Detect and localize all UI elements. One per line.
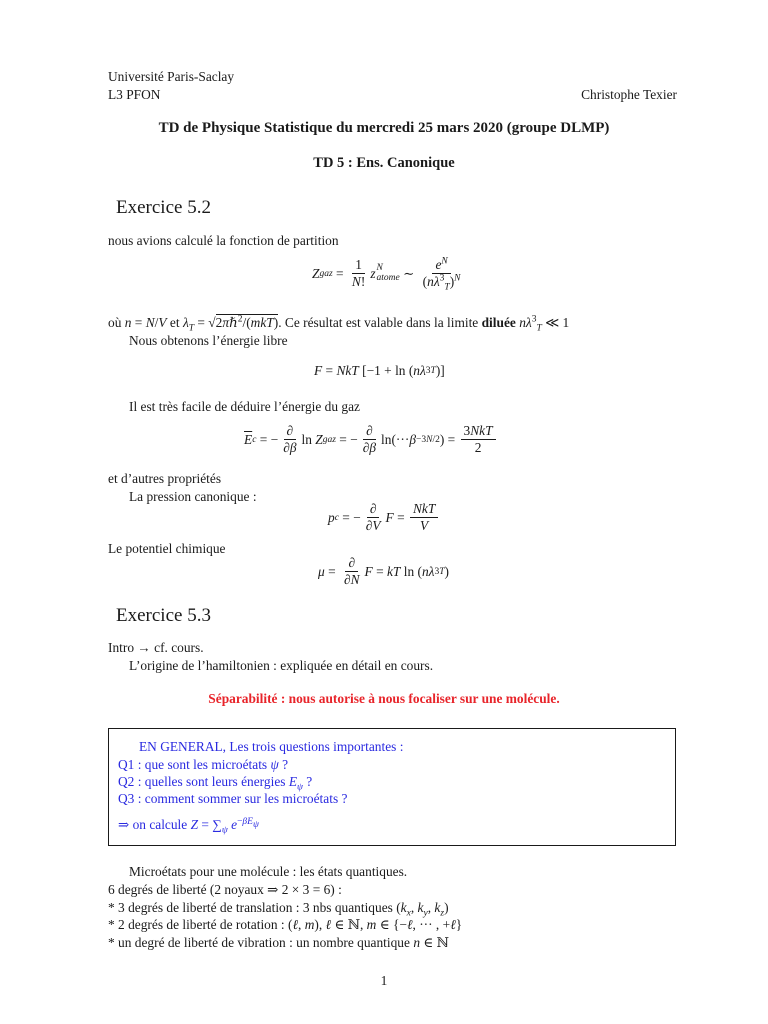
micro-line-3: * 3 degrés de liberté de translation : 3 nbs quantiques ($k_x$, $k_y$, $k_z$) xyxy=(108,900,449,919)
micro-line-4: * 2 degrés de liberté de rotation : (ℓ, m), ℓ ∈ ℕ, m ∈ {−ℓ, ··· , +ℓ} xyxy=(108,917,463,932)
micro-line-2: 6 degrés de liberté (2 noyaux ⇒ 2 × 3 = 6) : xyxy=(108,882,342,897)
pressure-equation: p c = − $\frac{\partial}{\partial V}$ F = $\frac{\text{NkT}}{V}$ xyxy=(328,502,440,533)
box-q2: Q2 : quelles sont leurs énergies $E_\psi$ ? xyxy=(118,774,313,793)
ex52-other-text: et d’autres propriétés xyxy=(108,471,222,486)
separability-note: Séparabilité : nous autorise à nous focaliser sur une molécule. xyxy=(208,691,560,706)
author-name: Christophe Texier xyxy=(581,87,677,102)
ex52-free-energy-text: Nous obtenons l’énergie libre xyxy=(129,333,288,348)
ex52-chem-text: Le potentiel chimique xyxy=(108,541,226,556)
partition-function-equation: Z gaz = $\frac{1}{N!}$ z N atome ∼ $\frac{e^N}{(n\lambda^3_T)^N}$ xyxy=(312,256,461,293)
document-subtitle: TD 5 : Ens. Canonique xyxy=(313,155,455,171)
micro-line-1: Microétats pour une molécule : les états quantiques. xyxy=(129,864,408,879)
chemical-potential-equation: μ = $\frac{\partial}{\partial N}$ F = kT ln ( nλ 3 T ) xyxy=(318,555,449,588)
exercise-5-3-heading: Exercice 5.3 xyxy=(116,605,211,626)
university-name: Université Paris-Saclay xyxy=(108,69,235,84)
energy-equation: $\overline{E}$ c = − $\frac{\partial}{\partial\beta}$ ln Z gaz = − $\frac{\partial}{\partial\beta}$ ln(··· β −3N/2 ) = $\frac{\text{3NkT}}{2}$ xyxy=(244,424,498,455)
ex52-pressure-text: La pression canonique : xyxy=(129,489,257,504)
page-number: 1 xyxy=(380,973,388,988)
ex52-intro: nous avions calculé la fonction de partition xyxy=(108,233,339,248)
free-energy-equation: F = NkT [−1 + ln ( nλ 3 T )] xyxy=(314,363,445,378)
box-calc: ⇒ on calcule $Z = \sum_\psi$ $e^{-\beta E_\psi}$ xyxy=(118,816,259,836)
ex53-origin-text: L’origine de l’hamiltonien : expliquée en détail en cours. xyxy=(129,658,434,673)
box-q3: Q3 : comment sommer sur les microétats ? xyxy=(118,791,348,806)
ex52-easy-text: Il est très facile de déduire l’énergie du gaz xyxy=(129,399,361,414)
micro-line-5: * un degré de liberté de vibration : un nombre quantique n ∈ ℕ xyxy=(108,935,449,950)
document-title: TD de Physique Statistique du mercredi 25 mars 2020 (groupe DLMP) xyxy=(158,120,610,136)
exercise-5-2-heading: Exercice 5.2 xyxy=(116,197,211,218)
program-name: L3 PFON xyxy=(108,87,161,102)
box-intro: EN GENERAL, Les trois questions importantes : xyxy=(139,739,404,754)
ex52-where-line: où n = N/V et $\lambda_T$ = √2πℏ$^2$/(mkT). Ce résultat est valable dans la limite diluée $n\lambda^3_T$ ≪ 1 xyxy=(108,314,570,334)
box-q1: Q1 : que sont les microétats ψ ? xyxy=(118,757,289,772)
ex53-intro: Intro → cf. cours. xyxy=(108,640,204,655)
